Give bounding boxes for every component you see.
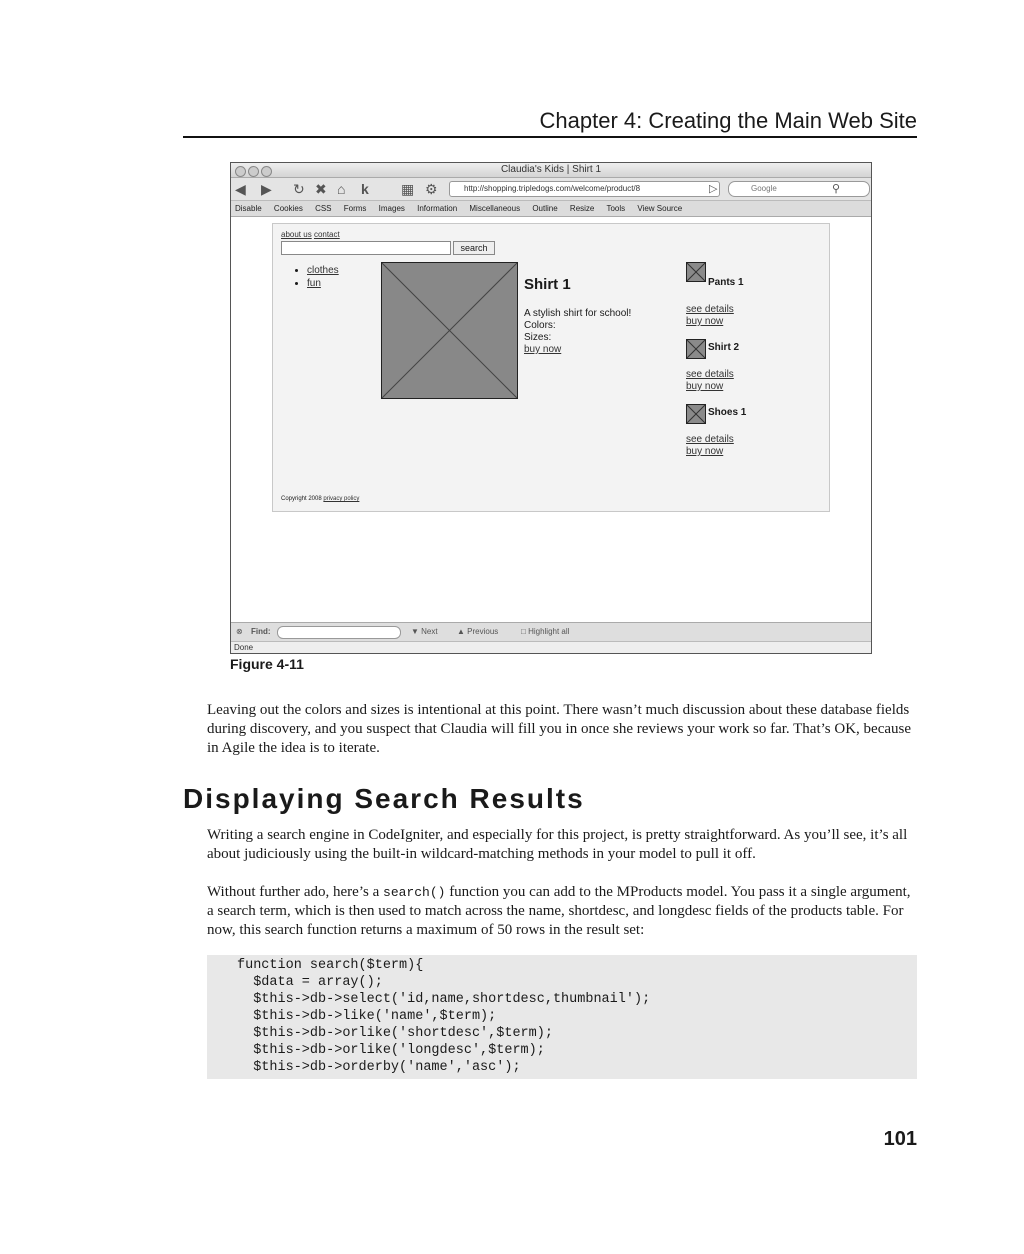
see-details-link[interactable]: see details xyxy=(686,434,734,445)
dev-menu-resize[interactable]: Resize xyxy=(569,204,595,213)
go-icon[interactable]: ▷ xyxy=(709,183,718,195)
code-line: $this->db->like('name',$term); xyxy=(237,1009,497,1024)
sizes-label: Sizes: xyxy=(524,332,552,343)
find-label: Find: xyxy=(251,627,271,636)
address-bar[interactable]: http://shopping.tripledogs.com/welcome/product/8 xyxy=(449,181,720,197)
browser-viewport xyxy=(231,217,871,622)
highlight-all-button[interactable]: □ Highlight all xyxy=(521,627,570,636)
related-thumbnail[interactable] xyxy=(686,404,706,424)
header-rule xyxy=(183,136,917,138)
dev-menu-disable[interactable]: Disable xyxy=(235,204,262,213)
related-name: Pants 1 xyxy=(708,277,744,288)
product-title: Shirt 1 xyxy=(524,276,571,293)
dev-menu-forms[interactable]: Forms xyxy=(343,204,367,213)
colors-label: Colors: xyxy=(524,320,556,331)
privacy-policy-link[interactable]: privacy policy xyxy=(323,496,360,502)
stop-icon[interactable]: ✖ xyxy=(315,181,327,197)
web-developer-toolbar xyxy=(231,201,871,217)
related-buy-now-link[interactable]: buy now xyxy=(686,381,724,392)
dev-menu-outline[interactable]: Outline xyxy=(532,204,558,213)
close-window-icon[interactable] xyxy=(235,166,246,177)
figure-caption: Figure 4-11 xyxy=(230,656,304,672)
dev-menu-css[interactable]: CSS xyxy=(315,204,332,213)
code-line: $this->db->orlike('shortdesc',$term); xyxy=(237,1026,553,1041)
about-us-link[interactable]: about us xyxy=(281,230,312,239)
copyright-text: Copyright 2008 xyxy=(281,496,322,502)
contact-link[interactable]: contact xyxy=(313,230,340,239)
see-details-link[interactable]: see details xyxy=(686,304,734,315)
product-image-placeholder xyxy=(381,262,518,399)
search-button[interactable]: search xyxy=(453,241,495,255)
code-block xyxy=(207,955,917,1079)
zoom-window-icon[interactable] xyxy=(261,166,272,177)
window-title: Claudia's Kids | Shirt 1 xyxy=(500,164,602,175)
status-bar: Done xyxy=(231,641,872,654)
find-bar xyxy=(231,622,871,641)
dev-menu-cookies[interactable]: Cookies xyxy=(273,204,303,213)
search-engine-input[interactable]: Google xyxy=(728,181,870,197)
code-line: function search($term){ xyxy=(237,958,424,973)
dev-menu-images[interactable]: Images xyxy=(378,204,405,213)
bookmark-k-icon[interactable]: k xyxy=(361,181,369,197)
related-name: Shoes 1 xyxy=(708,407,747,418)
close-find-icon[interactable]: ⊗ xyxy=(236,627,243,636)
navigation-toolbar xyxy=(231,178,871,201)
product-description: A stylish shirt for school! xyxy=(524,308,632,319)
related-thumbnail[interactable] xyxy=(686,339,706,359)
extension-icon[interactable]: ▦ xyxy=(401,181,415,197)
code-line: $this->db->select('id,name,shortdesc,thumbnail'); xyxy=(237,992,651,1007)
body-paragraph: Without further ado, here’s a search() function you can add to the MProducts model. You pass it a single argument, a search term, which is then used to match across the name, shortdesc, and longdesc fields of the products table. For now, this search function returns a maximum of 50 rows in the result set: xyxy=(207,884,911,938)
dev-menu-tools[interactable]: Tools xyxy=(606,204,626,213)
search-icon[interactable]: ⚲ xyxy=(832,183,841,195)
category-link-clothes[interactable]: clothes xyxy=(307,265,339,276)
body-paragraph: Leaving out the colors and sizes is intentional at this point. There wasn’t much discussion about these database fields during discovery, and you suspect that Claudia will fill you in once she reviews your work so far. That’s OK, because in Agile the idea is to iterate. xyxy=(207,702,912,756)
code-line: $data = array(); xyxy=(237,975,383,990)
body-paragraph: Writing a search engine in CodeIgniter, and especially for this project, is pretty straightforward. As you’ll see, it’s all about judiciously using the built-in wildcard-matching methods in your model to pull it off. xyxy=(207,827,908,862)
find-previous-button[interactable]: ▲ Previous xyxy=(457,627,499,636)
category-link-fun[interactable]: fun xyxy=(307,278,321,289)
dev-menu-information[interactable]: Information xyxy=(417,204,458,213)
home-icon[interactable]: ⌂ xyxy=(337,181,346,197)
browser-screenshot xyxy=(230,162,872,654)
back-arrow-icon[interactable]: ◀ xyxy=(235,181,246,197)
running-head: Chapter 4: Creating the Main Web Site xyxy=(539,108,917,133)
minimize-window-icon[interactable] xyxy=(248,166,259,177)
dev-menu-view-source[interactable]: View Source xyxy=(637,204,683,213)
inline-code: search() xyxy=(383,885,446,900)
site-search-input[interactable] xyxy=(281,241,451,255)
related-thumbnail[interactable] xyxy=(686,262,706,282)
dev-menu-miscellaneous[interactable]: Miscellaneous xyxy=(469,204,521,213)
related-buy-now-link[interactable]: buy now xyxy=(686,446,724,457)
section-heading: Displaying Search Results xyxy=(183,783,585,814)
web-page xyxy=(272,223,830,512)
forward-arrow-icon[interactable]: ▶ xyxy=(261,181,272,197)
category-list xyxy=(293,264,339,290)
tools-icon[interactable]: ⚙ xyxy=(425,181,438,197)
related-name: Shirt 2 xyxy=(708,342,740,353)
find-input[interactable] xyxy=(277,626,401,639)
code-line: $this->db->orderby('name','asc'); xyxy=(237,1060,521,1075)
category-item xyxy=(307,264,339,277)
see-details-link[interactable]: see details xyxy=(686,369,734,380)
reload-icon[interactable]: ↻ xyxy=(293,181,305,197)
category-item xyxy=(307,277,339,290)
find-next-button[interactable]: ▼ Next xyxy=(411,627,438,636)
code-line: $this->db->orlike('longdesc',$term); xyxy=(237,1043,545,1058)
related-buy-now-link[interactable]: buy now xyxy=(686,316,724,327)
buy-now-link[interactable]: buy now xyxy=(524,344,562,355)
page-number: 101 xyxy=(883,1128,917,1150)
window-titlebar xyxy=(231,163,871,178)
